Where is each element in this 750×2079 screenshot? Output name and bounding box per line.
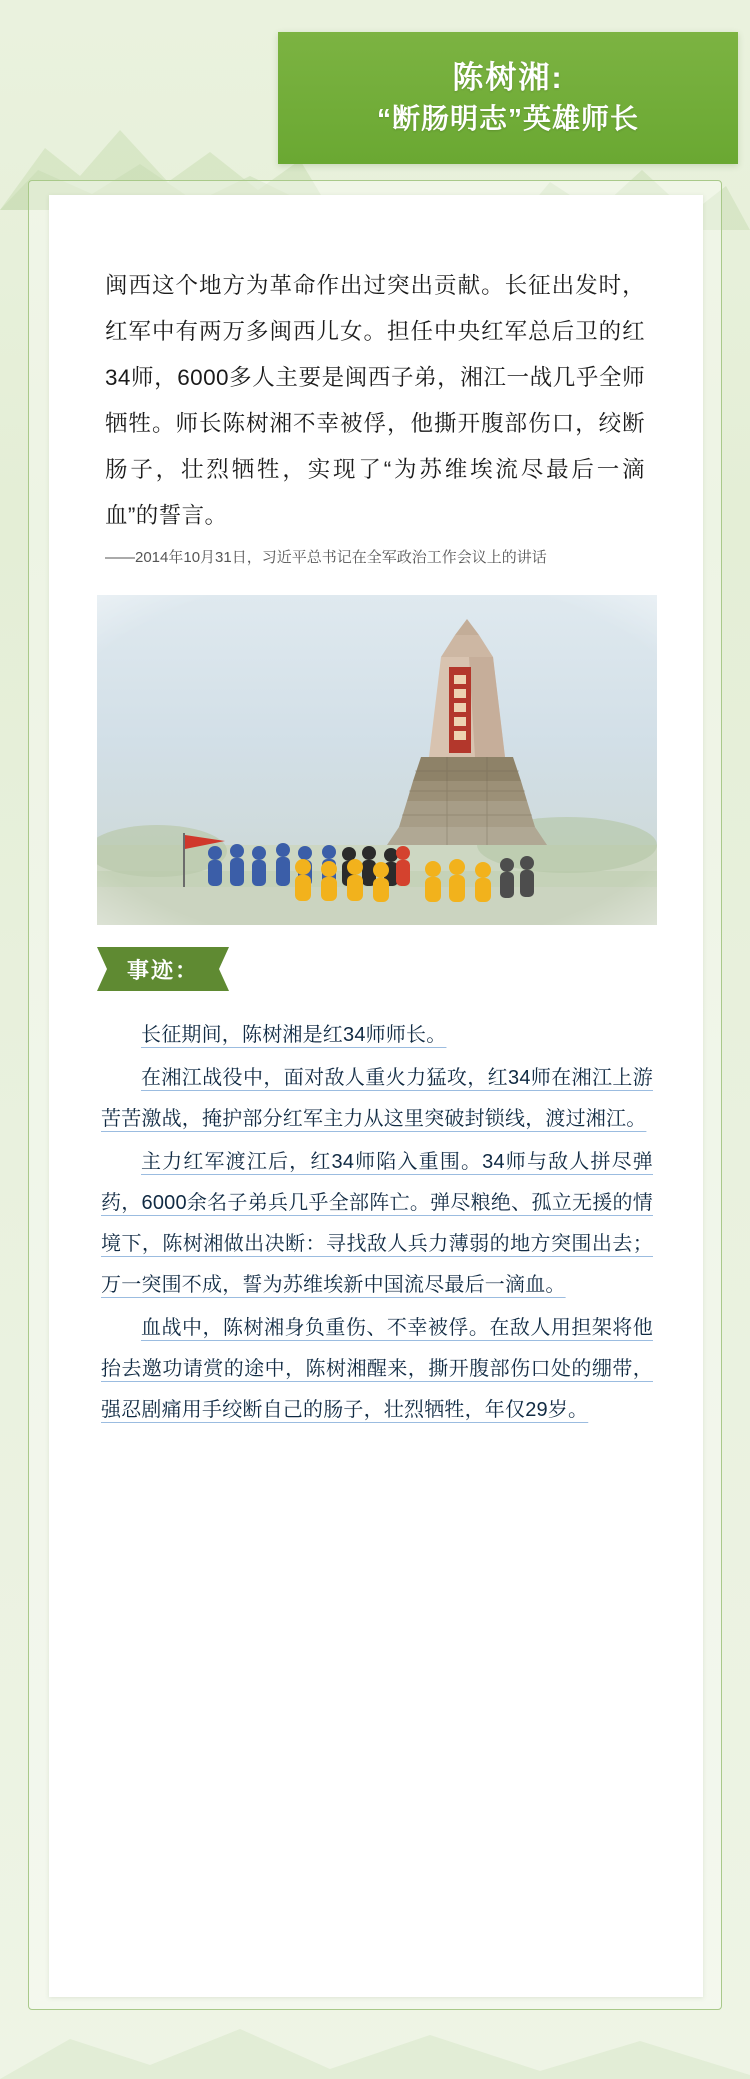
monument-photo (97, 595, 657, 925)
quote-text: 闽西这个地方为革命作出过突出贡献。长征出发时，红军中有两万多闽西儿女。担任中央红军总后卫的红34师，6000多人主要是闽西子弟，湘江一战几乎全师牺牲。师长陈树湘不幸被俘，他撕开腹部伤口，绞断肠子，壮烈牺牲，实现了“为苏维埃流尽最后一滴血”的誓言。 (105, 273, 645, 528)
story-paragraph: 主力红军渡江后，红34师陷入重围。34师与敌人拼尽弹药，6000余名子弟兵几乎全部阵亡。弹尽粮绝、孤立无援的情境下，陈树湘做出决断：寻找敌人兵力薄弱的地方突围出去；万一突围不成，誓为苏维埃新中国流尽最后一滴血。 (101, 1151, 653, 1296)
content-card (49, 195, 703, 1997)
quote-source: ——2014年10月31日，习近平总书记在全军政治工作会议上的讲话 (105, 549, 547, 566)
story-paragraph: 血战中，陈树湘身负重伤、不幸被俘。在敌人用担架将他抬去邀功请赏的途中，陈树湘醒来，撕开腹部伤口处的绷带，强忍剧痛用手绞断自己的肠子，壮烈牺牲，年仅29岁。 (101, 1317, 653, 1421)
photo-illustration (97, 595, 657, 925)
section-tag-label: 事迹： (126, 957, 199, 983)
title-line-2: “断肠明志”英雄师长 (376, 102, 639, 134)
content-card-border (28, 180, 722, 2010)
title-banner (278, 32, 738, 164)
section-tag (97, 947, 229, 991)
mountain-decoration-bottom-icon (0, 1999, 750, 2079)
tag-notch-left-icon (97, 947, 107, 991)
title-line-1: 陈树湘: (452, 59, 564, 95)
story-paragraph: 在湘江战役中，面对敌人重火力猛攻，红34师在湘江上游苦苦激战，掩护部分红军主力从这里突破封锁线，渡过湘江。 (101, 1067, 653, 1130)
tag-notch-right-icon (219, 947, 229, 991)
story-body (101, 1015, 653, 1433)
story-paragraph: 长征期间，陈树湘是红34师师长。 (141, 1024, 447, 1046)
